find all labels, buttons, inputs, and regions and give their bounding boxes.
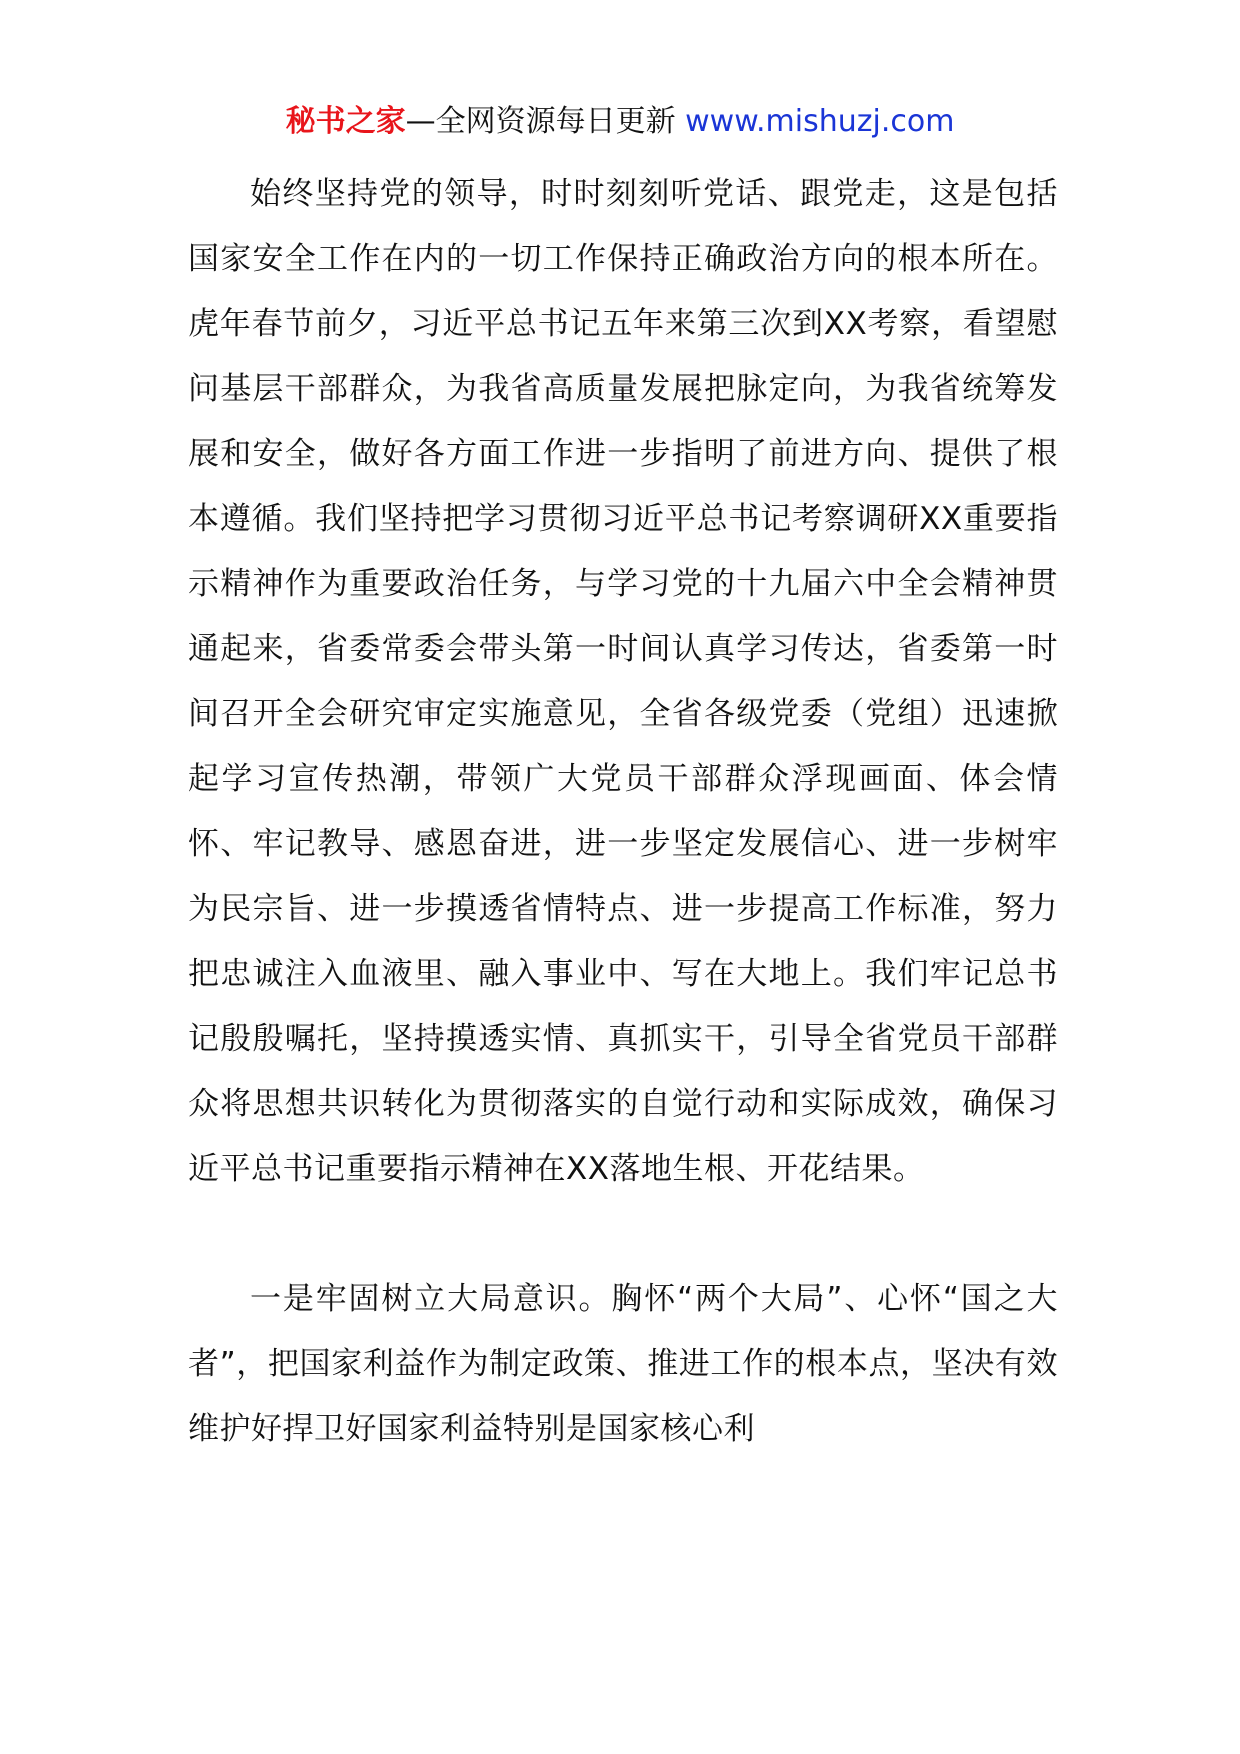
header-site-link[interactable]: www.mishuzj.com bbox=[685, 104, 955, 139]
body-paragraph-1: 始终坚持党的领导，时时刻刻听党话、跟党走，这是包括国家安全工作在内的一切工作保持正确政治方向的根本所在。虎年春节前夕，习近平总书记五年来第三次到XX考察，看望慰问基层干部群众，为我省高质量发展把脉定向，为我省统筹发展和安全，做好各方面工作进一步指明了前进方向、提供了根本遵循。我们坚持把学习贯彻习近平总书记考察调研XX重要指示精神作为重要政治任务，与学习党的十九届六中全会精神贯通起来，省委常委会带头第一时间认真学习传达，省委第一时间召开全会研究审定实施意见，全省各级党委（党组）迅速掀起学习宣传热潮，带领广大党员干部群众浮现画面、体会情怀、牢记教导、感恩奋进，进一步坚定发展信心、进一步树牢为民宗旨、进一步摸透省情特点、进一步提高工作标准，努力把忠诚注入血液里、融入事业中、写在大地上。我们牢记总书记殷殷嘱托，坚持摸透实情、真抓实干，引导全省党员干部群众将思想共识转化为贯彻落实的自觉行动和实际成效，确保习近平总书记重要指示精神在XX落地生根、开花结果。 bbox=[188, 176, 1058, 1187]
body-paragraph-2: 一是牢固树立大局意识。胸怀“两个大局”、心怀“国之大者”，把国家利益作为制定政策、推进工作的根本点，坚决有效维护好捍卫好国家利益特别是国家核心利 bbox=[188, 1281, 1058, 1447]
page-header bbox=[0, 100, 1240, 144]
header-brand: 秘书之家 bbox=[285, 104, 406, 139]
document-body bbox=[188, 162, 1058, 1462]
header-tagline: —全网资源每日更新 bbox=[405, 104, 676, 139]
